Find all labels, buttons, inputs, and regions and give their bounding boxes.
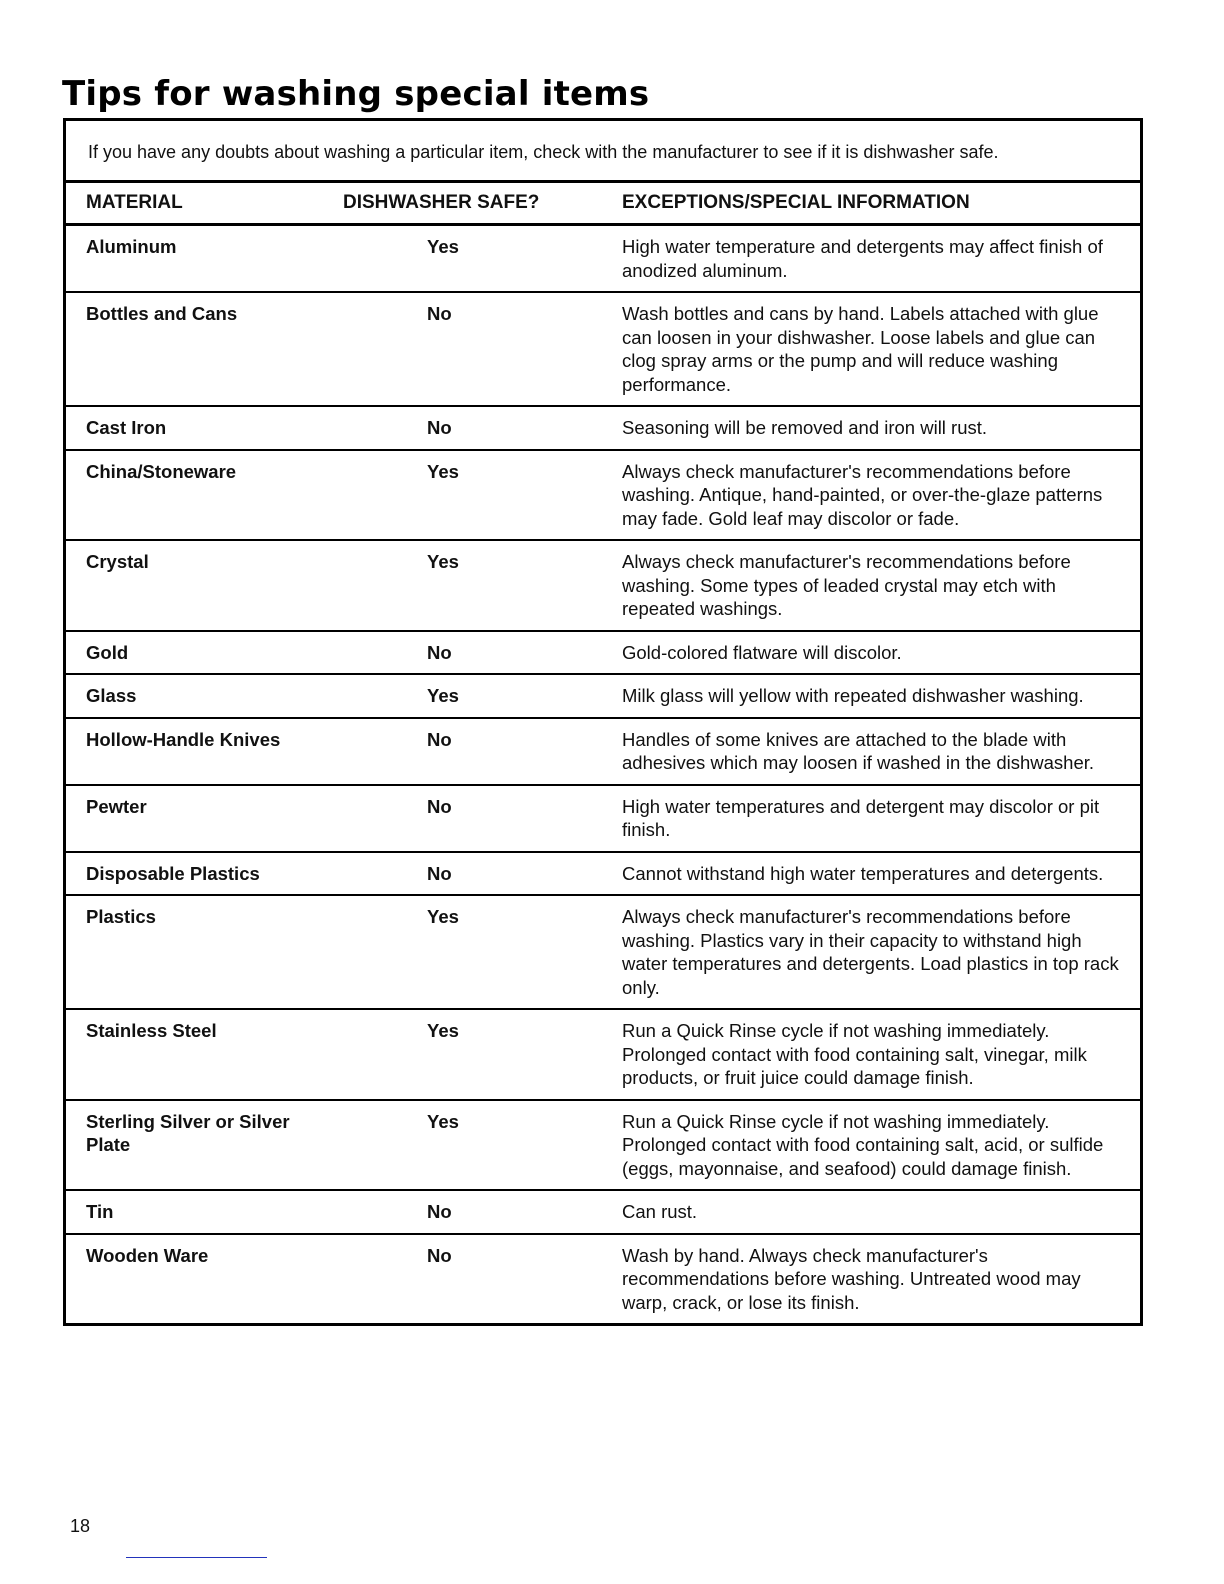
dishwasher-safe-cell: Yes [322, 450, 622, 541]
material-cell: Crystal [66, 540, 322, 631]
material-cell: Pewter [66, 785, 322, 852]
exceptions-cell: Always check manufacturer's recommendations before washing. Plastics vary in their capacity to withstand high water temperatures and detergents. Load plastics in top rack only. [622, 895, 1140, 1009]
exceptions-cell: Cannot withstand high water temperatures and detergents. [622, 852, 1140, 896]
table-row [66, 540, 1140, 631]
material-cell: Aluminum [86, 236, 177, 257]
exceptions-cell: Seasoning will be removed and iron will rust. [622, 406, 1140, 450]
material-cell: Plastics [66, 895, 322, 1009]
header-dishwasher-safe: DISHWASHER SAFE? [322, 183, 622, 225]
material-cell: Tin [66, 1190, 322, 1234]
table-row [66, 292, 1140, 406]
exceptions-cell: High water temperature and detergents may affect finish of anodized aluminum. [622, 236, 1103, 281]
dishwasher-safe-cell: No [322, 292, 622, 406]
material-cell: Disposable Plastics [66, 852, 322, 896]
header-exceptions: EXCEPTIONS/SPECIAL INFORMATION [622, 183, 1140, 225]
exceptions-cell: Gold-colored flatware will discolor. [622, 631, 1140, 675]
intro-text: If you have any doubts about washing a particular item, check with the manufacturer to see if it is dishwasher safe. [66, 121, 1140, 183]
exceptions-cell: Wash bottles and cans by hand. Labels attached with glue can loosen in your dishwasher. Loose labels and glue can clog spray arms or the pump and will reduce washing performance. [622, 292, 1140, 406]
table-header-row [66, 183, 1140, 225]
exceptions-cell: Handles of some knives are attached to the blade with adhesives which may loosen if washed in the dishwasher. [622, 718, 1140, 785]
dishwasher-safe-cell: No [322, 718, 622, 785]
table-row [66, 852, 1140, 896]
dishwasher-safe-cell: No [322, 1234, 622, 1324]
exceptions-cell: Always check manufacturer's recommendations before washing. Some types of leaded crystal may etch with repeated washings. [622, 540, 1140, 631]
exceptions-cell: Run a Quick Rinse cycle if not washing immediately. Prolonged contact with food containing salt, acid, or sulfide (eggs, mayonnaise, and seafood) could damage finish. [622, 1100, 1140, 1191]
material-cell: Sterling Silver or Silver Plate [66, 1100, 322, 1191]
dishwasher-safe-cell: Yes [322, 895, 622, 1009]
table-row [66, 631, 1140, 675]
table-body [66, 225, 1140, 1324]
table-row [66, 718, 1140, 785]
table-row [66, 1234, 1140, 1324]
material-cell: Stainless Steel [66, 1009, 322, 1100]
tips-table [66, 183, 1140, 1323]
table-row [66, 406, 1140, 450]
table-row [66, 674, 1140, 718]
material-cell: Wooden Ware [66, 1234, 322, 1324]
exceptions-cell: Always check manufacturer's recommendations before washing. Antique, hand-painted, or over-the-glaze patterns may fade. Gold leaf may discolor or fade. [622, 450, 1140, 541]
material-cell: Bottles and Cans [66, 292, 322, 406]
exceptions-cell: High water temperatures and detergent may discolor or pit finish. [622, 785, 1140, 852]
exceptions-cell: Milk glass will yellow with repeated dishwasher washing. [622, 674, 1140, 718]
material-cell: Glass [66, 674, 322, 718]
dishwasher-safe-cell: No [322, 1190, 622, 1234]
exceptions-cell: Can rust. [622, 1190, 1140, 1234]
dishwasher-safe-cell: Yes [427, 236, 459, 257]
dishwasher-safe-cell: Yes [322, 540, 622, 631]
page-title: Tips for washing special items [62, 74, 650, 114]
table-row [66, 895, 1140, 1009]
table-row [66, 785, 1140, 852]
dishwasher-safe-cell: No [322, 406, 622, 450]
material-cell: Gold [66, 631, 322, 675]
material-cell: Hollow-Handle Knives [66, 718, 322, 785]
table-row [66, 1009, 1140, 1100]
table-row [66, 1190, 1140, 1234]
table-row [66, 450, 1140, 541]
table-row [66, 225, 1140, 293]
dishwasher-safe-cell: No [322, 631, 622, 675]
material-cell: China/Stoneware [66, 450, 322, 541]
dishwasher-safe-cell: Yes [322, 1100, 622, 1191]
header-material: MATERIAL [66, 183, 322, 225]
dishwasher-safe-cell: No [322, 785, 622, 852]
dishwasher-safe-cell: No [322, 852, 622, 896]
tips-table-frame [63, 118, 1143, 1326]
table-row [66, 1100, 1140, 1191]
page-number: 18 [70, 1516, 91, 1536]
dishwasher-safe-cell: Yes [322, 674, 622, 718]
footer-rule [126, 1557, 267, 1558]
material-cell: Cast Iron [66, 406, 322, 450]
exceptions-cell: Wash by hand. Always check manufacturer's recommendations before washing. Untreated wood may warp, crack, or lose its finish. [622, 1234, 1140, 1324]
dishwasher-safe-cell: Yes [322, 1009, 622, 1100]
exceptions-cell: Run a Quick Rinse cycle if not washing immediately. Prolonged contact with food containing salt, vinegar, milk products, or fruit juice could damage finish. [622, 1009, 1140, 1100]
